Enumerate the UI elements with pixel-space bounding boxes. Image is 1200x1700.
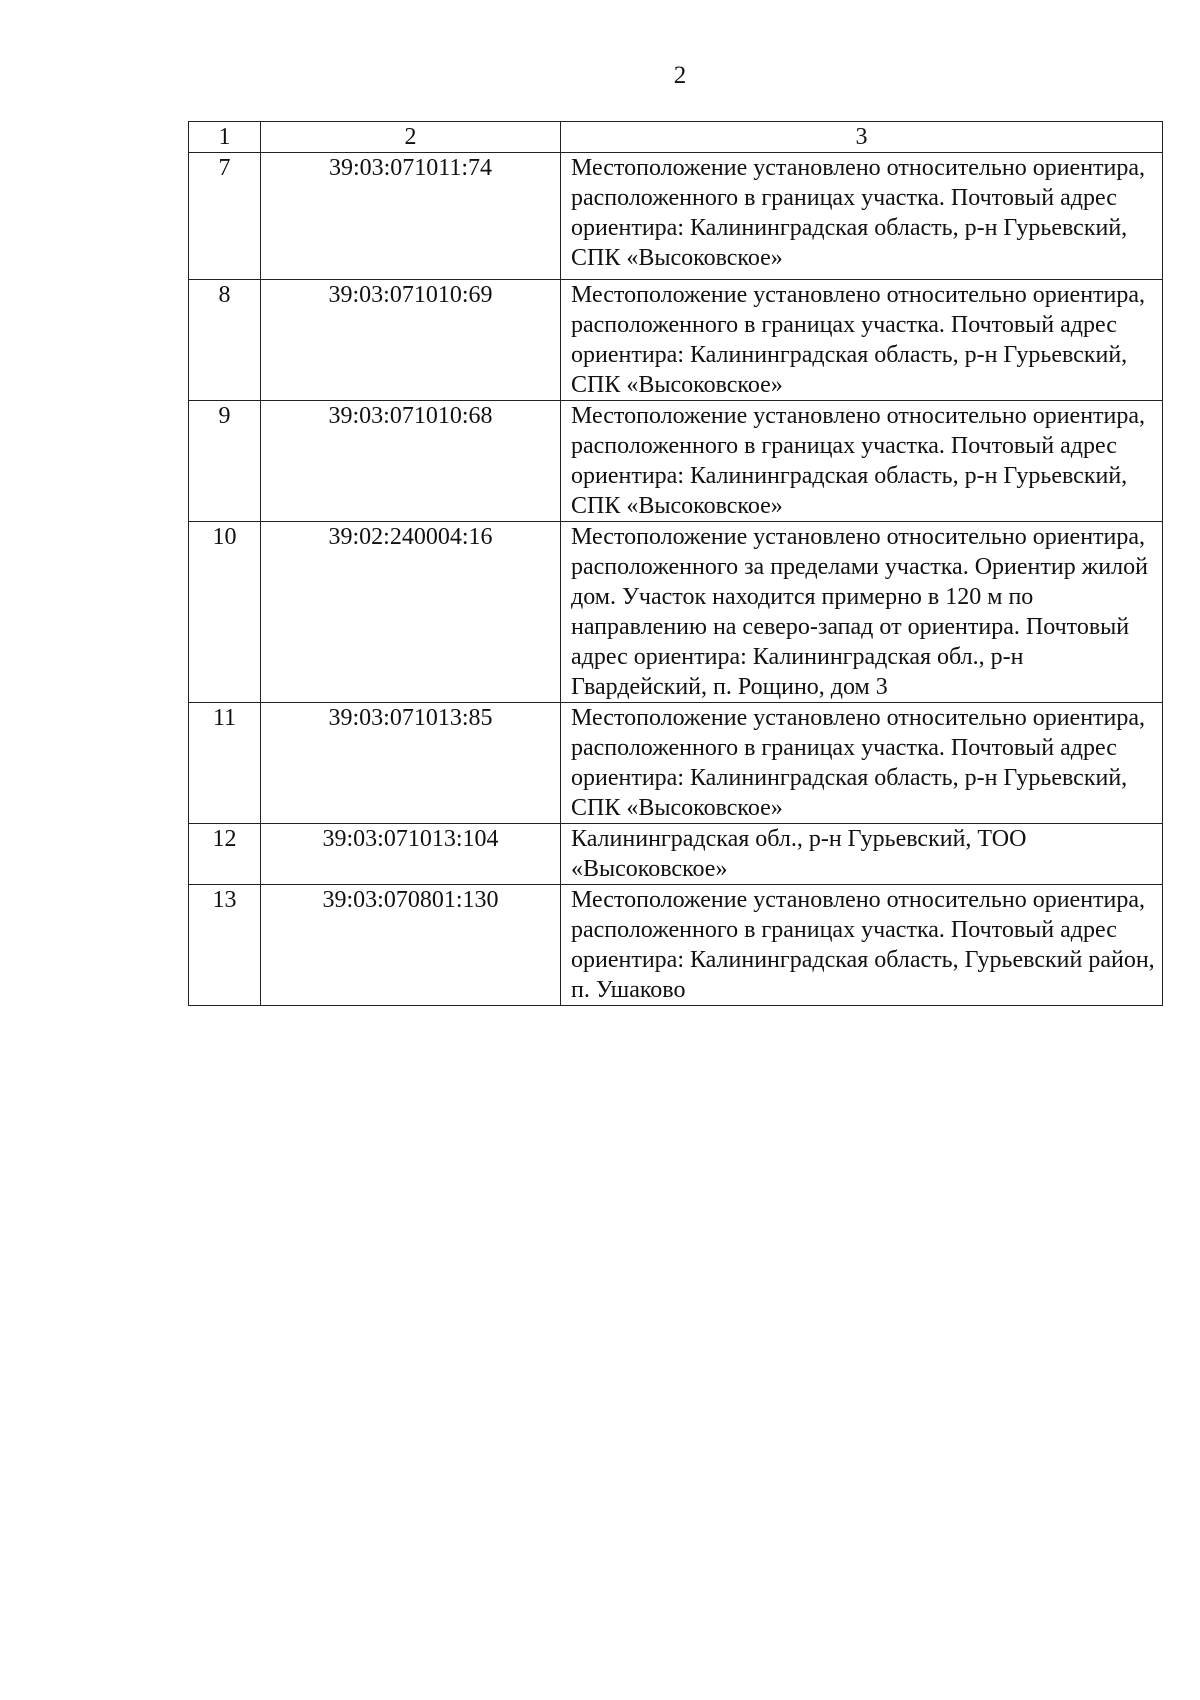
cadastral-number: 39:03:071010:68 — [261, 401, 561, 522]
table-row — [189, 703, 1163, 824]
land-plots-table — [188, 121, 1163, 1006]
row-number: 13 — [189, 885, 261, 1006]
table-row — [189, 824, 1163, 885]
page-number: 2 — [673, 62, 687, 89]
table-row — [189, 401, 1163, 522]
cadastral-number: 39:02:240004:16 — [261, 522, 561, 703]
location-description: Местоположение установлено относительно ориентира, расположенного в границах участка. Почтовый адрес ориентира: Калининградская область, Гурьевский район, п. Ушаково — [561, 885, 1163, 1006]
table-row — [189, 153, 1163, 280]
table-row — [189, 522, 1163, 703]
row-number: 7 — [189, 153, 261, 280]
location-description: Местоположение установлено относительно ориентира, расположенного за пределами участка. Ориентир жилой дом. Участок находится примерно в 120 м по направлению на северо-запад от ориентира. Почтовый адрес ориентира: Калининградская обл., р-н Гвардейский, п. Рощино, дом 3 — [561, 522, 1163, 703]
table-row — [189, 280, 1163, 401]
location-description: Местоположение установлено относительно ориентира, расположенного в границах участка. Почтовый адрес ориентира: Калининградская область, р-н Гурьевский, СПК «Высоковское» — [561, 153, 1163, 280]
location-description: Местоположение установлено относительно ориентира, расположенного в границах участка. Почтовый адрес ориентира: Калининградская область, р-н Гурьевский, СПК «Высоковское» — [561, 280, 1163, 401]
cadastral-number: 39:03:071011:74 — [261, 153, 561, 280]
cadastral-number: 39:03:071013:85 — [261, 703, 561, 824]
row-number: 9 — [189, 401, 261, 522]
row-number: 12 — [189, 824, 261, 885]
cadastral-number: 39:03:070801:130 — [261, 885, 561, 1006]
column-header: 2 — [261, 122, 561, 153]
location-description: Местоположение установлено относительно ориентира, расположенного в границах участка. Почтовый адрес ориентира: Калининградская область, р-н Гурьевский, СПК «Высоковское» — [561, 703, 1163, 824]
table-row — [189, 885, 1163, 1006]
cadastral-number: 39:03:071013:104 — [261, 824, 561, 885]
column-header: 3 — [561, 122, 1163, 153]
location-description: Местоположение установлено относительно ориентира, расположенного в границах участка. Почтовый адрес ориентира: Калининградская область, р-н Гурьевский, СПК «Высоковское» — [561, 401, 1163, 522]
table-header-row — [189, 122, 1163, 153]
cadastral-number: 39:03:071010:69 — [261, 280, 561, 401]
column-header: 1 — [189, 122, 261, 153]
row-number: 8 — [189, 280, 261, 401]
location-description: Калининградская обл., р-н Гурьевский, ТОО «Высоковское» — [561, 824, 1163, 885]
row-number: 11 — [189, 703, 261, 824]
row-number: 10 — [189, 522, 261, 703]
